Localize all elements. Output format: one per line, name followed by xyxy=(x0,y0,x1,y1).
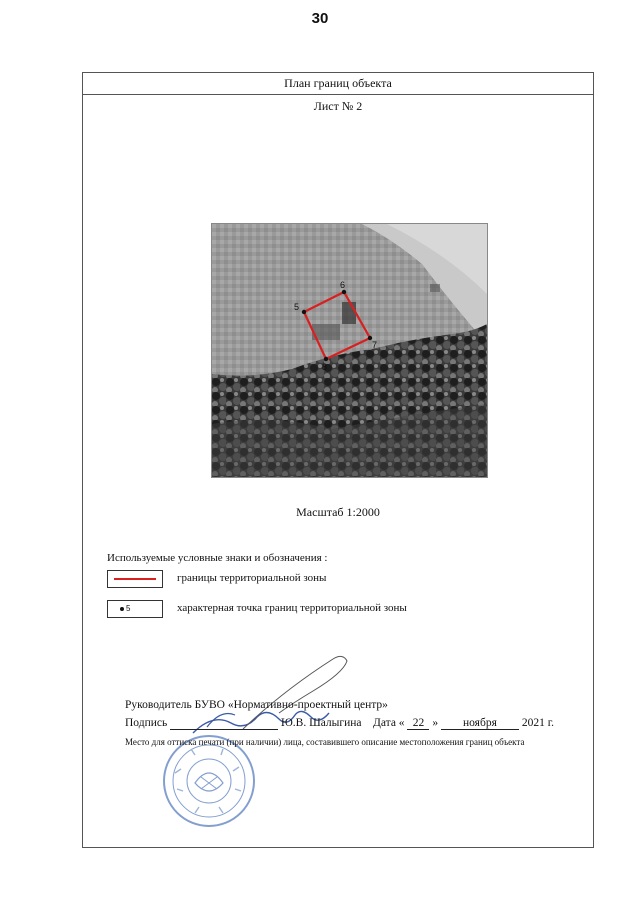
aerial-map-image xyxy=(212,224,487,477)
signer-name: Ю.В. Шалыгина xyxy=(280,717,362,729)
aerial-map xyxy=(211,223,488,478)
legend-text-point: характерная точка границ территориальной зоны xyxy=(177,602,407,614)
point-7-label: 7 xyxy=(372,340,378,350)
sheet-number: Лист № 2 xyxy=(313,99,363,113)
point-icon xyxy=(120,604,130,613)
document-title: План границ объекта xyxy=(83,73,593,95)
stamp-note: Место для оттиска печати (при наличии) лица, составившего описание местоположения границ объекта xyxy=(125,737,525,747)
point-8-marker xyxy=(324,357,328,361)
date-label: Дата « xyxy=(373,717,405,729)
legend-symbol-boundary-line xyxy=(107,570,163,588)
stamp-seal-icon xyxy=(161,733,257,829)
point-5-marker xyxy=(302,310,306,314)
point-5-label: 5 xyxy=(294,302,300,312)
document-frame xyxy=(82,72,594,848)
legend-point-label: 5 xyxy=(126,604,131,613)
director-title: Руководитель БУВО «Нормативно-проектный центр» xyxy=(125,699,388,711)
point-6-marker xyxy=(342,290,346,294)
point-8-label: 8 xyxy=(322,362,328,372)
date-month: ноября xyxy=(441,717,519,730)
page-number: 30 xyxy=(311,10,329,27)
date-day: 22 xyxy=(407,717,429,730)
point-6-label: 6 xyxy=(340,280,346,290)
legend-text-boundary: границы территориальной зоны xyxy=(177,572,327,584)
signature-line xyxy=(125,717,554,730)
date-year: 2021 г. xyxy=(521,717,554,729)
legend-title: Используемые условные знаки и обозначения : xyxy=(107,552,328,564)
map-scale: Масштаб 1:2000 xyxy=(296,505,380,519)
legend-symbol-point xyxy=(107,600,163,618)
red-line-icon xyxy=(114,578,156,580)
signature-block xyxy=(83,691,593,841)
date-mid: » xyxy=(432,717,439,729)
signature-blank xyxy=(170,717,278,730)
signature-label: Подпись xyxy=(125,717,168,729)
